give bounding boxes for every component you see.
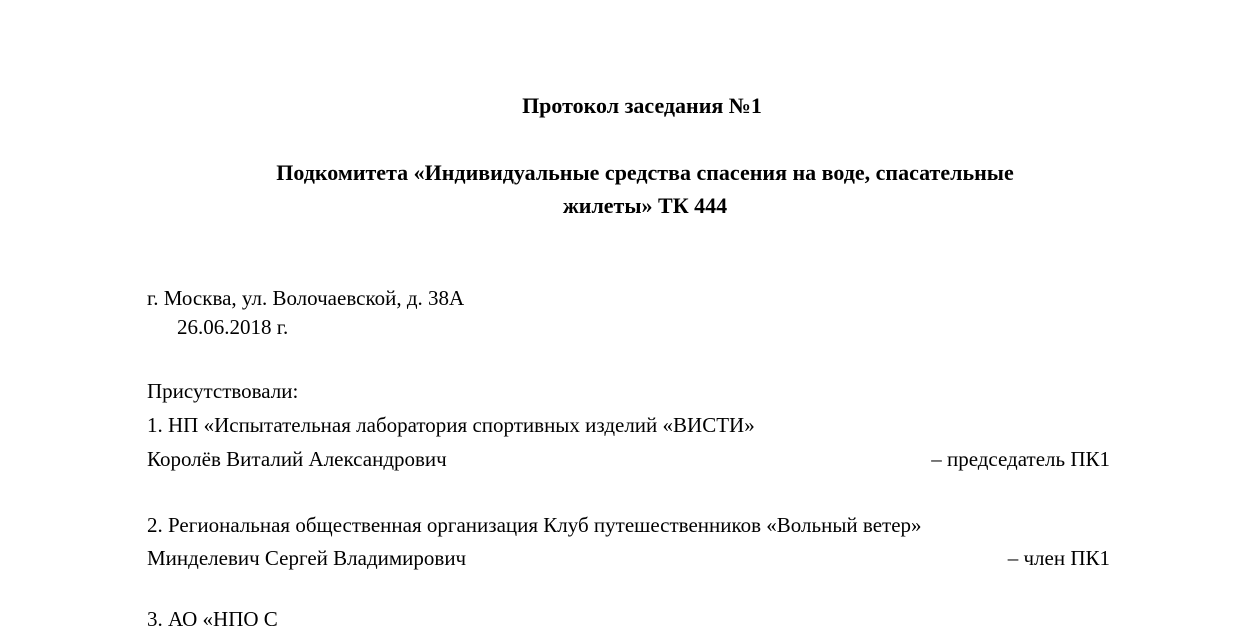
attendee-2-name: Минделевич Сергей Владимирович	[147, 546, 467, 570]
attendee-1-name: Королёв Виталий Александрович	[147, 447, 447, 471]
meeting-address: г. Москва, ул. Волочаевской, д. 38А	[147, 286, 465, 310]
attendee-1-role: – председатель ПК1	[931, 447, 1110, 471]
attendee-1-organization: 1. НП «Испытательная лаборатория спортивных изделий «ВИСТИ»	[147, 413, 755, 437]
attendees-heading: Присутствовали:	[147, 379, 299, 403]
subcommittee-title-line2: жилеты» ТК 444	[562, 193, 728, 218]
attendee-2-role: – член ПК1	[1007, 546, 1110, 570]
protocol-title: Протокол заседания №1	[522, 93, 762, 118]
meeting-date: 26.06.2018 г.	[177, 315, 289, 339]
subcommittee-title-line1: Подкомитета «Индивидуальные средства спасения на воде, спасательные	[276, 160, 1014, 185]
attendee-2-organization: 2. Региональная общественная организация Клуб путешественников «Вольный ветер»	[147, 513, 922, 537]
attendee-3-organization-partial: 3. АО «НПО С	[147, 607, 278, 631]
